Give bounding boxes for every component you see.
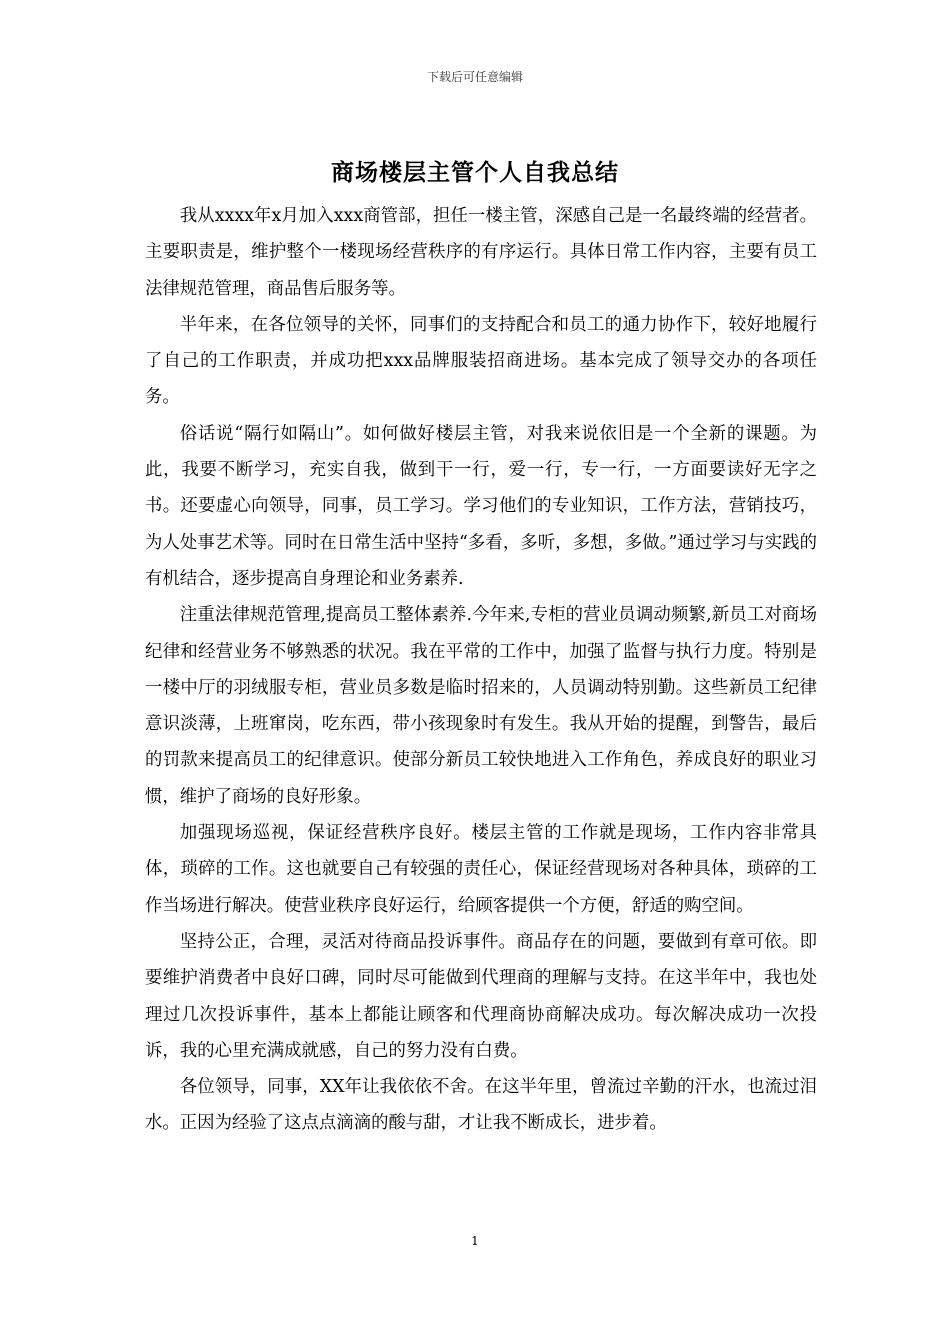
paragraph-6: 坚持公正，合理，灵活对待商品投诉事件。商品存在的问题，要做到有章可依。即要维护消费者中良好口碑，同时尽可能做到代理商的理解与支持。在这半年中，我也处理过几次投诉事件，基本上都能让顾客和代理商协商解决成功。每次解决成功一次投诉，我的心里充满成就感，自己的努力没有白费。 (145, 931, 817, 1061)
paragraph-7: 各位领导，同事，XX年让我依依不舍。在这半年里，曾流过辛勤的汗水，也流过泪水。正因为经验了这点点滴滴的酸与甜，才让我不断成长，进步着。 (145, 1077, 817, 1134)
page-number: 1 (471, 1234, 479, 1248)
header-note: 下载后可任意编辑 (426, 70, 523, 84)
paragraph-2: 半年来，在各位领导的关怀，同事们的支持配合和员工的通力协作下，较好地履行了自己的工作职责，并成功把xxx品牌服装招商进场。基本完成了领导交办的各项任务。 (145, 314, 817, 408)
document-body (145, 198, 817, 1142)
paragraph-4: 注重法律规范管理,提高员工整体素养.今年来,专柜的营业员调动频繁,新员工对商场纪律和经营业务不够熟悉的状况。我在平常的工作中，加强了监督与执行力度。特别是一楼中厅的羽绒服专柜，营业员多数是临时招来的，人员调动特别勤。这些新员工纪律意识淡薄，上班窜岗，吃东西，带小孩现象时有发生。我从开始的提醒，到警告，最后的罚款来提高员工的纪律意识。使部分新员工较快地进入工作角色，养成良好的职业习惯，维护了商场的良好形象。 (145, 605, 817, 807)
paragraph-3: 俗话说“隔行如隔山”。如何做好楼层主管，对我来说依旧是一个全新的课题。为此，我要不断学习，充实自我，做到干一行，爱一行，专一行，一方面要读好无字之书。还要虚心向领导，同事，员工学习。学习他们的专业知识，工作方法，营销技巧，为人处事艺术等。同时在日常生活中坚持“多看，多听，多想，多做。”通过学习与实践的有机结合，逐步提高自身理论和业务素养. (145, 423, 817, 589)
paragraph-5: 加强现场巡视，保证经营秩序良好。楼层主管的工作就是现场，工作内容非常具体，琐碎的工作。这也就要自己有较强的责任心，保证经营现场对各种具体，琐碎的工作当场进行解决。使营业秩序良好运行，给顾客提供一个方便，舒适的购空间。 (145, 823, 817, 916)
paragraph-1: 我从xxxx年x月加入xxx商管部，担任一楼主管，深感自己是一名最终端的经营者。主要职责是，维护整个一楼现场经营秩序的有序运行。具体日常工作内容，主要有员工法律规范管理，商品售后服务等。 (145, 206, 817, 299)
document-title: 商场楼层主管个人自我总结 (331, 159, 619, 186)
